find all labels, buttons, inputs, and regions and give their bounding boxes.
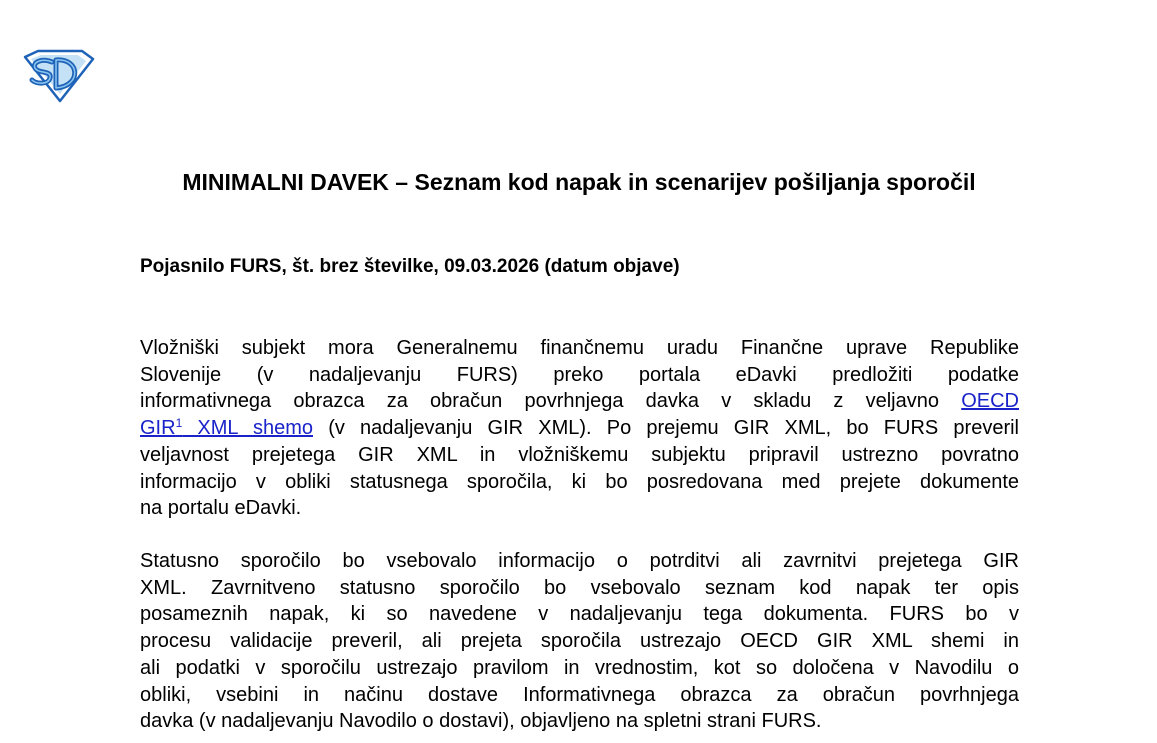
paragraph-line: na portalu eDavki.: [140, 497, 302, 520]
paragraph-line: davka (v nadaljevanju Navodilo o dostavi), objavljeno na spletni strani FURS.: [140, 710, 822, 733]
paragraph-line: informacijo v obliki statusnega sporočila, ki bo posredovana med prejete dokumente: [140, 470, 1019, 493]
paragraph-line: posameznih napak, ki so navedene v nadaljevanju tega dokumenta. FURS bo v: [140, 603, 1019, 626]
paragraph-line: Vložniški subjekt mora Generalnemu finančnemu uradu Finančne uprave Republike: [140, 337, 1019, 359]
paragraph-line: Statusno sporočilo bo vsebovalo informacijo o potrditvi ali zavrnitvi prejetega GIR: [140, 550, 1019, 572]
document-subtitle: Pojasnilo FURS, št. brez številke, 09.03.2026 (datum objave): [140, 256, 680, 277]
furs-shield-logo-icon: [22, 48, 96, 104]
paragraph-line: obliki, vsebini in načinu dostave Informativnega obrazca za obračun povrhnjega: [140, 683, 1019, 706]
paragraph-line-text: (v nadaljevanju GIR XML). Po prejemu GIR XML, bo FURS preveril: [313, 417, 1019, 440]
footnote-reference: 1: [175, 416, 183, 431]
gir-link-text: GIR: [140, 417, 176, 440]
status-message-paragraph: [140, 548, 1019, 735]
paragraph-line: [140, 388, 1019, 415]
paragraph-line: Slovenije (v nadaljevanju FURS) preko portala eDavki predložiti podatke: [140, 363, 1019, 386]
document-title: MINIMALNI DAVEK – Seznam kod napak in scenarijev pošiljanja sporočil: [182, 169, 976, 195]
xml-shemo-link-text: XML shemo: [182, 417, 314, 440]
paragraph-line: procesu validacije preveril, ali prejeta sporočila ustrezajo OECD GIR XML shemi in: [140, 630, 1019, 653]
paragraph-line: ali podatki v sporočilu ustrezajo pravilom in vrednostim, kot so določena v Navodilu o: [140, 656, 1019, 679]
intro-paragraph: [140, 335, 1019, 522]
paragraph-line: [140, 415, 1019, 442]
paragraph-line: XML. Zavrnitveno statusno sporočilo bo vsebovalo seznam kod napak ter opis: [140, 576, 1019, 599]
paragraph-line-text: informativnega obrazca za obračun povrhnjega davka v skladu z veljavno: [140, 390, 939, 413]
oecd-gir-xml-link-part1[interactable]: OECD: [961, 390, 1019, 413]
oecd-gir-xml-link-part2[interactable]: [140, 417, 313, 439]
paragraph-line: veljavnost prejetega GIR XML in vložniškemu subjektu pripravil ustrezno povratno: [140, 443, 1019, 466]
